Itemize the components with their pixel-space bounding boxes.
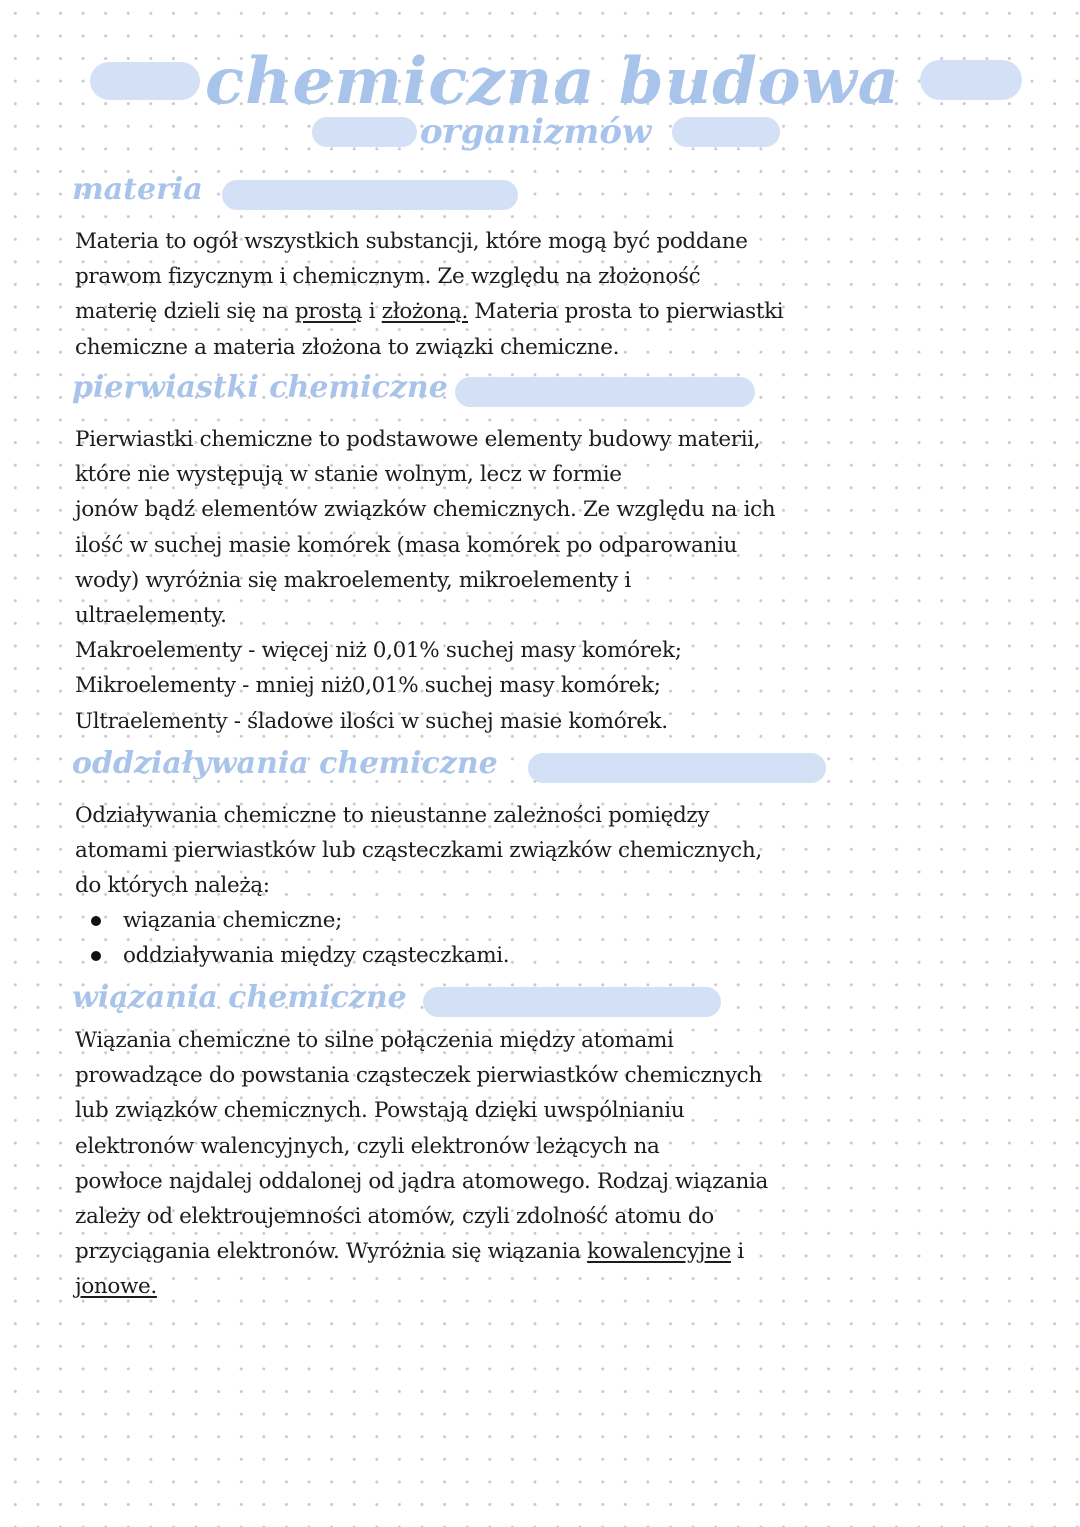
text-line: Wiązania chemiczne to silne połączenia między atomami — [75, 1028, 674, 1053]
section-text-wiazania — [75, 1023, 865, 1305]
materia-heading-highlight — [222, 180, 518, 210]
text-line: Mikroelementy - mniej niż0,01% suchej masy komórek; — [75, 673, 661, 699]
text-line: Pierwiastki chemiczne to podstawowe elementy budowy materii, — [75, 427, 761, 452]
section-heading-oddzialywania: oddziaływania chemiczne — [72, 746, 498, 781]
section-text-pierwiastki — [75, 422, 865, 739]
text-line: Ultraelementy - śladowe ilości w suchej masie komórek. — [75, 708, 668, 734]
section-text-oddzialywania — [75, 798, 865, 904]
text-line: ilość w suchej masie komórek (masa komórek po odparowaniu — [75, 532, 738, 558]
bullet-list — [75, 903, 509, 973]
text-line: elektronów walencyjnych, czyli elektronów leżących na — [75, 1133, 660, 1159]
text-line: które nie występują w stanie wolnym, lecz w formie — [75, 462, 622, 488]
bullet-dot-icon — [91, 916, 101, 926]
oddzialywania-heading-highlight — [528, 753, 826, 783]
text-line: wody) wyróżnia się makroelementy, mikroelementy i — [75, 567, 631, 593]
term-kowalencyjne: kowalencyjne — [587, 1239, 731, 1265]
title-highlight-right — [920, 60, 1022, 100]
list-item: oddziaływania między cząsteczkami. — [75, 938, 509, 973]
term-zlozona: złożoną. — [381, 299, 468, 325]
text-line: chemiczne a materia złożona to związki chemiczne. — [75, 334, 620, 360]
text-line: jonów bądź elementów związków chemicznych. Ze względu na ich — [75, 497, 776, 523]
section-heading-materia: materia — [72, 172, 203, 207]
bullet-dot-icon — [91, 951, 101, 961]
text-line: ultraelementy. — [75, 603, 227, 629]
text-line: Odziaływania chemiczne to nieustanne zależności pomiędzy — [75, 803, 710, 828]
term-jonowe: jonowe. — [75, 1274, 157, 1300]
list-item: wiązania chemiczne; — [75, 903, 509, 938]
text-line: do których należą: — [75, 873, 270, 899]
text-line: przyciągania elektronów. Wyróżnia się wiązania kowalencyjne i — [75, 1239, 744, 1265]
text-line: prawom fizycznym i chemicznym. Ze względu na złożoność — [75, 264, 701, 290]
text-line — [75, 1269, 865, 1304]
page-subtitle: organizmów — [420, 112, 652, 152]
term-prosta: prostą — [294, 299, 363, 325]
text-line: lub związków chemicznych. Powstają dzięki uwspólnianiu — [75, 1098, 685, 1124]
section-heading-pierwiastki: pierwiastki chemiczne — [72, 370, 448, 405]
text-line: atomami pierwiastków lub cząsteczkami związków chemicznych, — [75, 838, 762, 864]
text-line: Materia to ogół wszystkich substancji, które mogą być poddane — [75, 229, 748, 254]
text-line: zależy od elektroujemności atomów, czyli zdolność atomu do — [75, 1204, 714, 1230]
subtitle-highlight-right — [672, 117, 780, 147]
section-heading-wiazania: wiązania chemiczne — [72, 980, 407, 1015]
subtitle-highlight-left — [312, 117, 417, 147]
text-line: Makroelementy - więcej niż 0,01% suchej masy komórek; — [75, 638, 682, 664]
text-line: materię dzieli się na prostą i złożoną. Materia prosta to pierwiastki — [75, 299, 784, 325]
section-text-materia — [75, 224, 865, 365]
pierwiastki-heading-highlight — [455, 377, 755, 407]
wiazania-heading-highlight — [423, 987, 721, 1017]
text-line: powłoce najdalej oddalonej od jądra atomowego. Rodzaj wiązania — [75, 1168, 769, 1194]
page-title: chemiczna budowa — [205, 44, 901, 119]
title-highlight-left — [90, 62, 200, 100]
text-line: prowadzące do powstania cząsteczek pierwiastków chemicznych — [75, 1063, 762, 1089]
